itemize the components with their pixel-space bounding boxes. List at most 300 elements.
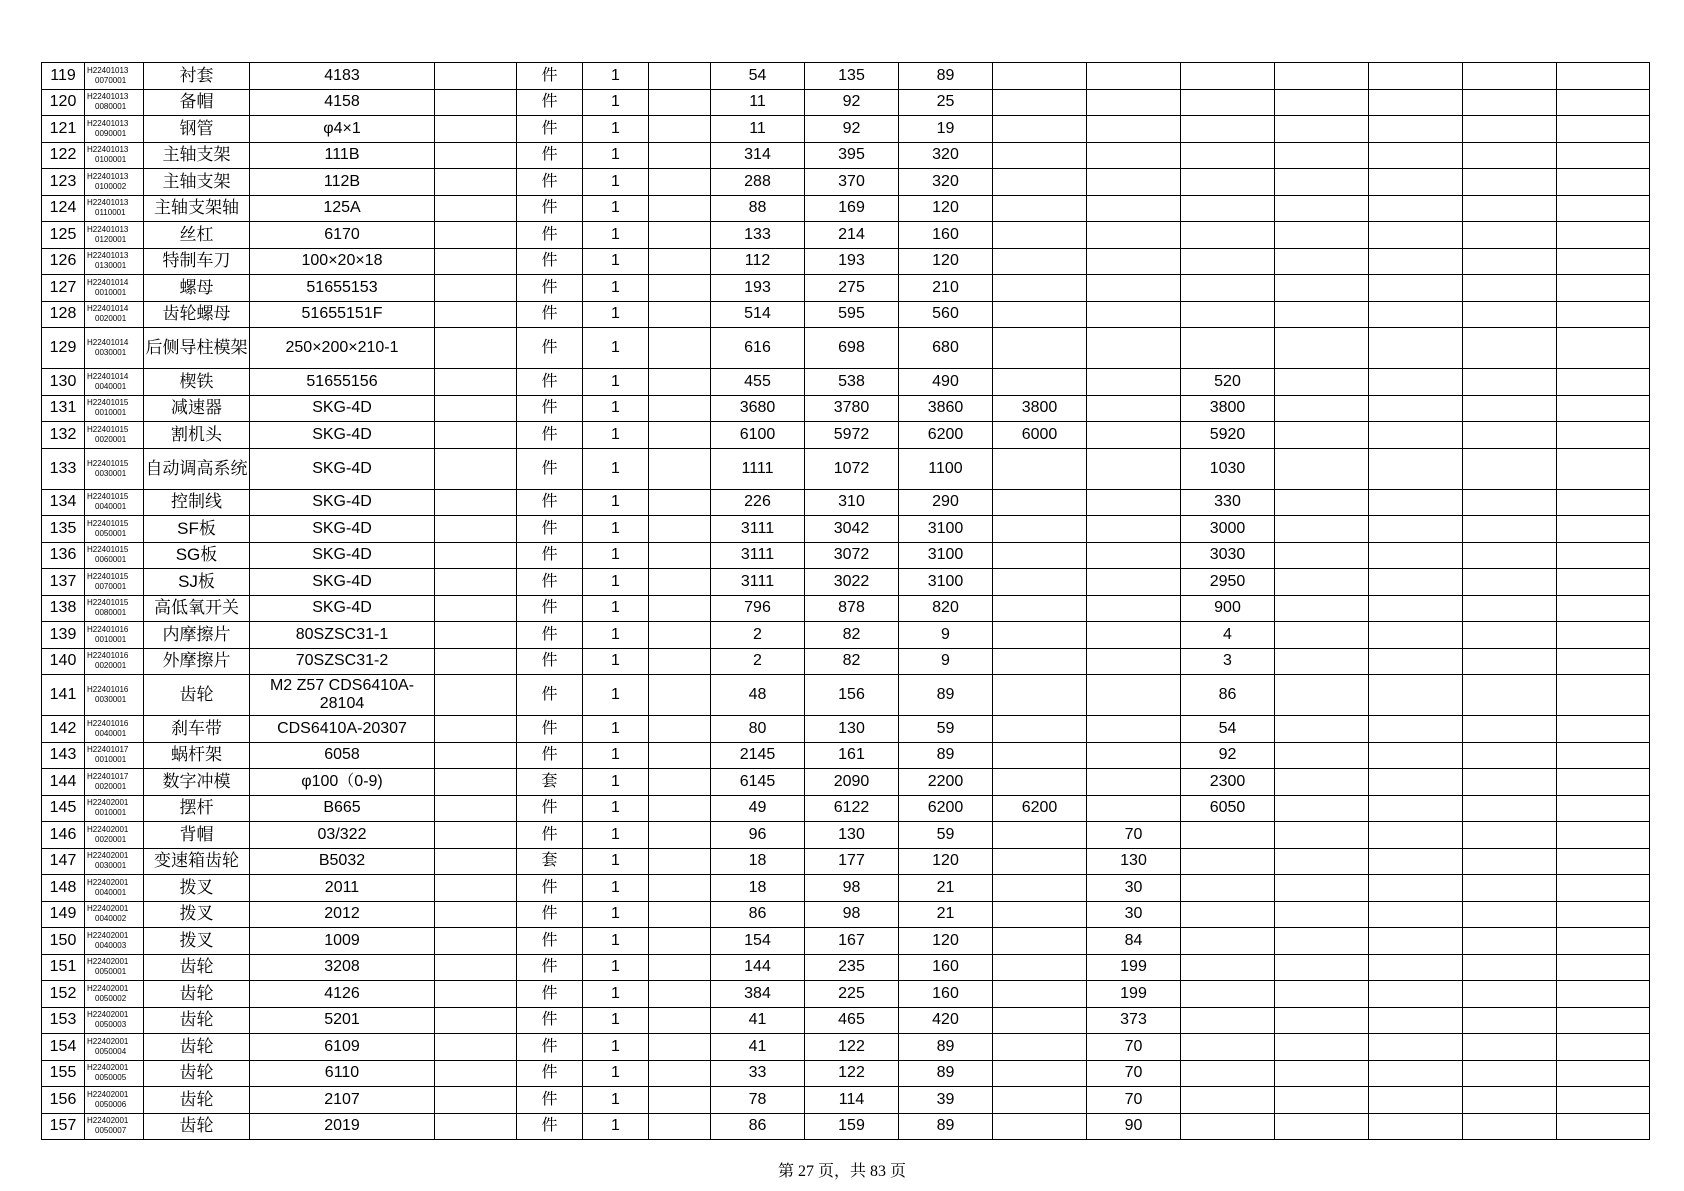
row-number-cell: 144 (42, 769, 85, 796)
table-row (42, 954, 1650, 981)
price-3-cell: 120 (899, 928, 993, 955)
item-name-cell: 齿轮 (144, 1113, 250, 1140)
material-code-cell: H22401013 0080001 (85, 89, 144, 116)
empty-cell (1557, 1060, 1650, 1087)
price-4-cell (993, 275, 1087, 302)
price-6-cell (1181, 848, 1275, 875)
item-name-cell: 主轴支架 (144, 142, 250, 169)
empty-cell (649, 328, 711, 369)
price-4-cell (993, 1087, 1087, 1114)
quantity-cell: 1 (583, 1007, 649, 1034)
empty-cell (1557, 516, 1650, 543)
quantity-cell: 1 (583, 422, 649, 449)
unit-cell: 件 (517, 169, 583, 196)
table-row (42, 1007, 1650, 1034)
empty-cell (435, 116, 517, 143)
empty-cell (435, 742, 517, 769)
empty-cell (649, 422, 711, 449)
price-1-cell: 2 (711, 648, 805, 675)
price-2-cell: 310 (805, 489, 899, 516)
price-1-cell: 41 (711, 1034, 805, 1061)
item-name-cell: 齿轮 (144, 1087, 250, 1114)
unit-cell: 件 (517, 742, 583, 769)
price-6-cell: 92 (1181, 742, 1275, 769)
material-code-cell: H22402001 0050007 (85, 1113, 144, 1140)
price-6-cell (1181, 1113, 1275, 1140)
material-code-cell: H22402001 0050002 (85, 981, 144, 1008)
price-4-cell (993, 516, 1087, 543)
quantity-cell: 1 (583, 489, 649, 516)
price-1-cell: 49 (711, 795, 805, 822)
price-4-cell (993, 848, 1087, 875)
price-6-cell: 330 (1181, 489, 1275, 516)
price-2-cell: 82 (805, 648, 899, 675)
material-code-cell: H22401014 0040001 (85, 369, 144, 396)
quantity-cell: 1 (583, 795, 649, 822)
price-5-cell: 373 (1087, 1007, 1181, 1034)
price-2-cell: 161 (805, 742, 899, 769)
price-2-cell: 538 (805, 369, 899, 396)
price-3-cell: 1100 (899, 448, 993, 489)
item-name-cell: 蜗杆架 (144, 742, 250, 769)
price-1-cell: 3680 (711, 395, 805, 422)
empty-cell (649, 1034, 711, 1061)
price-4-cell (993, 742, 1087, 769)
empty-cell (1463, 542, 1557, 569)
empty-cell (435, 1007, 517, 1034)
table-row (42, 875, 1650, 902)
quantity-cell: 1 (583, 954, 649, 981)
empty-cell (649, 1087, 711, 1114)
price-5-cell (1087, 63, 1181, 90)
price-3-cell: 39 (899, 1087, 993, 1114)
table-row (42, 795, 1650, 822)
row-number-cell: 154 (42, 1034, 85, 1061)
price-3-cell: 89 (899, 63, 993, 90)
row-number-cell: 128 (42, 301, 85, 328)
empty-cell (649, 822, 711, 849)
row-number-cell: 137 (42, 569, 85, 596)
empty-cell (649, 275, 711, 302)
empty-cell (435, 1034, 517, 1061)
empty-cell (1369, 675, 1463, 716)
price-6-cell (1181, 1060, 1275, 1087)
price-3-cell: 210 (899, 275, 993, 302)
item-name-cell: 螺母 (144, 275, 250, 302)
price-4-cell (993, 301, 1087, 328)
price-1-cell: 96 (711, 822, 805, 849)
price-3-cell: 89 (899, 1060, 993, 1087)
price-3-cell: 3100 (899, 542, 993, 569)
price-1-cell: 41 (711, 1007, 805, 1034)
item-name-cell: 外摩擦片 (144, 648, 250, 675)
price-2-cell: 698 (805, 328, 899, 369)
table-row (42, 595, 1650, 622)
unit-cell: 件 (517, 369, 583, 396)
price-5-cell (1087, 716, 1181, 743)
row-number-cell: 138 (42, 595, 85, 622)
empty-cell (1275, 195, 1369, 222)
spec-model-cell: B5032 (250, 848, 435, 875)
item-name-cell: 齿轮 (144, 981, 250, 1008)
empty-cell (1463, 516, 1557, 543)
empty-cell (1463, 369, 1557, 396)
price-6-cell (1181, 954, 1275, 981)
item-name-cell: 自动调高系统 (144, 448, 250, 489)
empty-cell (1369, 248, 1463, 275)
price-4-cell: 6000 (993, 422, 1087, 449)
price-5-cell (1087, 542, 1181, 569)
unit-cell: 件 (517, 648, 583, 675)
price-5-cell (1087, 622, 1181, 649)
price-5-cell (1087, 742, 1181, 769)
empty-cell (649, 395, 711, 422)
unit-cell: 件 (517, 822, 583, 849)
price-3-cell: 2200 (899, 769, 993, 796)
empty-cell (435, 222, 517, 249)
empty-cell (1557, 716, 1650, 743)
row-number-cell: 120 (42, 89, 85, 116)
unit-cell: 件 (517, 116, 583, 143)
price-4-cell (993, 875, 1087, 902)
price-5-cell (1087, 248, 1181, 275)
price-6-cell (1181, 328, 1275, 369)
empty-cell (1275, 1113, 1369, 1140)
empty-cell (1275, 142, 1369, 169)
empty-cell (1557, 795, 1650, 822)
unit-cell: 件 (517, 195, 583, 222)
table-row (42, 675, 1650, 716)
price-1-cell: 226 (711, 489, 805, 516)
row-number-cell: 139 (42, 622, 85, 649)
empty-cell (1557, 489, 1650, 516)
spec-model-cell: 250×200×210-1 (250, 328, 435, 369)
empty-cell (1275, 275, 1369, 302)
price-5-cell: 30 (1087, 875, 1181, 902)
price-4-cell (993, 63, 1087, 90)
unit-cell: 件 (517, 1087, 583, 1114)
price-3-cell: 490 (899, 369, 993, 396)
price-4-cell (993, 648, 1087, 675)
spec-model-cell: 4158 (250, 89, 435, 116)
unit-cell: 件 (517, 1034, 583, 1061)
empty-cell (1557, 89, 1650, 116)
price-3-cell: 6200 (899, 795, 993, 822)
price-6-cell (1181, 63, 1275, 90)
empty-cell (1275, 875, 1369, 902)
price-3-cell: 3860 (899, 395, 993, 422)
price-4-cell (993, 248, 1087, 275)
price-2-cell: 3072 (805, 542, 899, 569)
unit-cell: 件 (517, 516, 583, 543)
price-6-cell (1181, 875, 1275, 902)
empty-cell (1463, 795, 1557, 822)
price-5-cell: 199 (1087, 954, 1181, 981)
price-2-cell: 193 (805, 248, 899, 275)
row-number-cell: 146 (42, 822, 85, 849)
spec-model-cell: 6170 (250, 222, 435, 249)
price-4-cell (993, 169, 1087, 196)
table-row (42, 769, 1650, 796)
empty-cell (1275, 248, 1369, 275)
price-6-cell (1181, 981, 1275, 1008)
row-number-cell: 141 (42, 675, 85, 716)
row-number-cell: 126 (42, 248, 85, 275)
price-5-cell (1087, 301, 1181, 328)
unit-cell: 件 (517, 901, 583, 928)
item-name-cell: 主轴支架 (144, 169, 250, 196)
empty-cell (1369, 1034, 1463, 1061)
price-1-cell: 384 (711, 981, 805, 1008)
empty-cell (435, 301, 517, 328)
empty-cell (1275, 395, 1369, 422)
empty-cell (649, 516, 711, 543)
table-row (42, 142, 1650, 169)
price-4-cell (993, 195, 1087, 222)
price-5-cell: 70 (1087, 1087, 1181, 1114)
price-1-cell: 2 (711, 622, 805, 649)
empty-cell (649, 222, 711, 249)
price-1-cell: 18 (711, 875, 805, 902)
price-2-cell: 878 (805, 595, 899, 622)
item-name-cell: 高低氧开关 (144, 595, 250, 622)
empty-cell (1463, 1087, 1557, 1114)
row-number-cell: 127 (42, 275, 85, 302)
item-name-cell: 减速器 (144, 395, 250, 422)
price-6-cell (1181, 89, 1275, 116)
empty-cell (1463, 822, 1557, 849)
price-3-cell: 21 (899, 901, 993, 928)
unit-cell: 件 (517, 1060, 583, 1087)
empty-cell (649, 369, 711, 396)
empty-cell (1557, 542, 1650, 569)
row-number-cell: 155 (42, 1060, 85, 1087)
spec-model-cell: SKG-4D (250, 516, 435, 543)
price-6-cell (1181, 301, 1275, 328)
item-name-cell: 备帽 (144, 89, 250, 116)
table-row (42, 542, 1650, 569)
unit-cell: 件 (517, 795, 583, 822)
empty-cell (1275, 301, 1369, 328)
empty-cell (1557, 1034, 1650, 1061)
row-number-cell: 151 (42, 954, 85, 981)
row-number-cell: 157 (42, 1113, 85, 1140)
spec-model-cell: 2011 (250, 875, 435, 902)
price-5-cell: 70 (1087, 1060, 1181, 1087)
price-3-cell: 120 (899, 848, 993, 875)
price-3-cell: 89 (899, 1113, 993, 1140)
empty-cell (1369, 275, 1463, 302)
empty-cell (1463, 848, 1557, 875)
empty-cell (1369, 89, 1463, 116)
spec-model-cell: 51655151F (250, 301, 435, 328)
empty-cell (649, 569, 711, 596)
material-code-cell: H22401016 0040001 (85, 716, 144, 743)
row-number-cell: 121 (42, 116, 85, 143)
price-2-cell: 214 (805, 222, 899, 249)
empty-cell (1369, 422, 1463, 449)
empty-cell (1557, 648, 1650, 675)
price-6-cell (1181, 195, 1275, 222)
quantity-cell: 1 (583, 275, 649, 302)
material-code-cell: H22402001 0050001 (85, 954, 144, 981)
table-row (42, 275, 1650, 302)
price-1-cell: 514 (711, 301, 805, 328)
spec-model-cell: SKG-4D (250, 595, 435, 622)
item-name-cell: 割机头 (144, 422, 250, 449)
empty-cell (435, 848, 517, 875)
empty-cell (435, 89, 517, 116)
empty-cell (1369, 301, 1463, 328)
price-2-cell: 98 (805, 901, 899, 928)
spec-model-cell: 2012 (250, 901, 435, 928)
material-code-cell: H22402001 0050006 (85, 1087, 144, 1114)
price-3-cell: 21 (899, 875, 993, 902)
item-name-cell: 拨叉 (144, 928, 250, 955)
material-code-cell: H22401015 0070001 (85, 569, 144, 596)
empty-cell (649, 622, 711, 649)
quantity-cell: 1 (583, 928, 649, 955)
table-row (42, 222, 1650, 249)
price-3-cell: 19 (899, 116, 993, 143)
quantity-cell: 1 (583, 89, 649, 116)
material-code-cell: H22401013 0100002 (85, 169, 144, 196)
material-code-cell: H22401015 0080001 (85, 595, 144, 622)
empty-cell (649, 981, 711, 1008)
table-row (42, 1034, 1650, 1061)
unit-cell: 件 (517, 954, 583, 981)
empty-cell (1463, 89, 1557, 116)
row-number-cell: 124 (42, 195, 85, 222)
price-6-cell (1181, 275, 1275, 302)
empty-cell (1275, 1007, 1369, 1034)
row-number-cell: 140 (42, 648, 85, 675)
price-4-cell (993, 489, 1087, 516)
price-6-cell: 3000 (1181, 516, 1275, 543)
empty-cell (1369, 116, 1463, 143)
empty-cell (435, 63, 517, 90)
empty-cell (1463, 63, 1557, 90)
quantity-cell: 1 (583, 875, 649, 902)
empty-cell (1275, 981, 1369, 1008)
price-6-cell: 1030 (1181, 448, 1275, 489)
empty-cell (649, 742, 711, 769)
empty-cell (649, 116, 711, 143)
price-6-cell: 3800 (1181, 395, 1275, 422)
price-5-cell (1087, 222, 1181, 249)
spec-model-cell: 3208 (250, 954, 435, 981)
row-number-cell: 123 (42, 169, 85, 196)
price-2-cell: 3022 (805, 569, 899, 596)
price-5-cell (1087, 395, 1181, 422)
empty-cell (1275, 1087, 1369, 1114)
empty-cell (649, 954, 711, 981)
unit-cell: 件 (517, 1113, 583, 1140)
material-code-cell: H22401015 0020001 (85, 422, 144, 449)
price-5-cell (1087, 369, 1181, 396)
empty-cell (649, 542, 711, 569)
empty-cell (1369, 328, 1463, 369)
empty-cell (649, 63, 711, 90)
price-1-cell: 193 (711, 275, 805, 302)
empty-cell (1557, 116, 1650, 143)
price-1-cell: 78 (711, 1087, 805, 1114)
empty-cell (435, 422, 517, 449)
material-code-cell: H22401014 0020001 (85, 301, 144, 328)
price-5-cell: 70 (1087, 822, 1181, 849)
unit-cell: 件 (517, 875, 583, 902)
unit-cell: 件 (517, 448, 583, 489)
material-code-cell: H22401014 0030001 (85, 328, 144, 369)
price-3-cell: 89 (899, 742, 993, 769)
price-1-cell: 1111 (711, 448, 805, 489)
price-5-cell (1087, 142, 1181, 169)
price-5-cell (1087, 328, 1181, 369)
material-code-cell: H22402001 0050005 (85, 1060, 144, 1087)
empty-cell (1463, 742, 1557, 769)
price-2-cell: 465 (805, 1007, 899, 1034)
empty-cell (1369, 489, 1463, 516)
price-5-cell: 84 (1087, 928, 1181, 955)
price-5-cell (1087, 675, 1181, 716)
empty-cell (1463, 648, 1557, 675)
price-5-cell: 70 (1087, 1034, 1181, 1061)
empty-cell (1463, 622, 1557, 649)
empty-cell (1275, 516, 1369, 543)
price-1-cell: 3111 (711, 542, 805, 569)
empty-cell (649, 716, 711, 743)
empty-cell (1557, 395, 1650, 422)
unit-cell: 件 (517, 248, 583, 275)
empty-cell (1463, 1060, 1557, 1087)
spec-model-cell: 80SZSC31-1 (250, 622, 435, 649)
price-6-cell: 4 (1181, 622, 1275, 649)
empty-cell (435, 448, 517, 489)
price-6-cell (1181, 1007, 1275, 1034)
price-6-cell (1181, 222, 1275, 249)
empty-cell (649, 195, 711, 222)
material-code-cell: H22401015 0030001 (85, 448, 144, 489)
price-1-cell: 455 (711, 369, 805, 396)
item-name-cell: 后侧导柱模架 (144, 328, 250, 369)
price-3-cell: 420 (899, 1007, 993, 1034)
spec-model-cell: 111B (250, 142, 435, 169)
row-number-cell: 122 (42, 142, 85, 169)
price-1-cell: 48 (711, 675, 805, 716)
empty-cell (649, 595, 711, 622)
unit-cell: 件 (517, 569, 583, 596)
price-4-cell (993, 1007, 1087, 1034)
empty-cell (435, 275, 517, 302)
price-6-cell: 86 (1181, 675, 1275, 716)
price-2-cell: 169 (805, 195, 899, 222)
empty-cell (1463, 248, 1557, 275)
empty-cell (435, 716, 517, 743)
empty-cell (1463, 875, 1557, 902)
table-row (42, 328, 1650, 369)
table-row (42, 116, 1650, 143)
price-2-cell: 130 (805, 822, 899, 849)
empty-cell (1557, 275, 1650, 302)
row-number-cell: 136 (42, 542, 85, 569)
price-3-cell: 25 (899, 89, 993, 116)
table-row (42, 742, 1650, 769)
spec-model-cell: 100×20×18 (250, 248, 435, 275)
material-code-cell: H22401015 0050001 (85, 516, 144, 543)
empty-cell (1557, 1087, 1650, 1114)
price-5-cell (1087, 275, 1181, 302)
table-row (42, 648, 1650, 675)
